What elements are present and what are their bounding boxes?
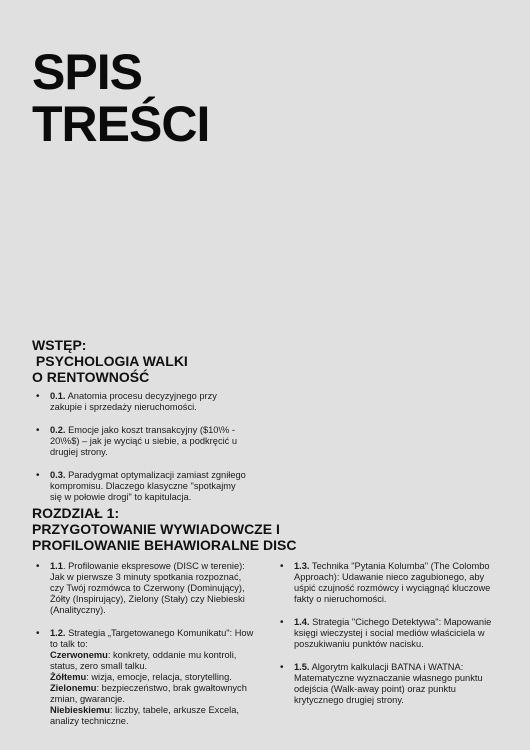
sub-item-label: Żółtemu: [50, 672, 87, 682]
item-number: 0.3.: [50, 470, 66, 480]
sub-item-text: : konkrety, oddanie mu kontroli, status, zero small talku.: [50, 650, 237, 671]
sub-item-text: : bezpieczeństwo, brak gwałtownych zmian, gwarancje.: [50, 683, 247, 704]
chapter1-heading: ROZDZIAŁ 1: PRZYGOTOWANIE WYWIADOWCZE I PROFILOWANIE BEHAWIORALNE DISC: [32, 505, 297, 553]
title-line-2: TREŚCI: [32, 96, 210, 152]
item-text: . Profilowanie ekspresowe (DISC w terenie): Jak w pierwsze 3 minuty spotkania rozpoznać, czy Twój rozmówca to Czerwony (Dominujący), Żółty (Inspirujący), Zielony (Stały) czy Niebieski (Analityczny).: [50, 561, 245, 615]
sub-item-red: [50, 650, 254, 672]
sub-item-blue: [50, 705, 254, 727]
list-item: [36, 628, 254, 727]
list-item: [280, 617, 502, 650]
item-text: Paradygmat optymalizacji zamiast zgniłego kompromisu. Dlaczego klasyczne "spotkajmy się w połowie drogi" to kapitulacja.: [50, 470, 246, 502]
sub-item-text: : liczby, tabele, arkusze Excela, analizy techniczne.: [50, 705, 239, 726]
sub-item-label: Zielonemu: [50, 683, 97, 693]
chapter1-right-list: [280, 561, 502, 706]
item-text: Emocje jako koszt transakcyjny ($10\% - 20\%$) – jak je wyciąć u siebie, a podkręcić u drugiej strony.: [50, 425, 238, 457]
item-number: 1.1: [50, 561, 63, 571]
item-text: Technika "Pytania Kolumba" (The Colombo Approach): Udawanie nieco zagubionego, aby uśpić czujność rozmówcy i wyciągnąć kluczowe fakty o nieruchomości.: [294, 561, 491, 604]
sub-item-green: [50, 683, 254, 705]
sub-item-yellow: [50, 672, 254, 683]
sub-item-label: Czerwonemu: [50, 650, 108, 660]
list-item: [36, 561, 254, 616]
item-text: Algorytm kalkulacji BATNA i WATNA: Matematyczne wyznaczanie własnego punktu odejścia (Walk-away point) oraz punktu krytycznego drugiej strony.: [294, 662, 483, 705]
item-number: 1.5.: [294, 662, 310, 672]
item-number: 0.1.: [50, 391, 66, 401]
list-item: [280, 662, 502, 706]
item-number: 1.4.: [294, 617, 310, 627]
list-item: [36, 425, 246, 458]
item-text: Anatomia procesu decyzyjnego przy zakupie i sprzedaży nieruchomości.: [50, 391, 217, 412]
item-number: 0.2.: [50, 425, 66, 435]
list-item: [36, 391, 246, 413]
item-number: 1.3.: [294, 561, 310, 571]
page-title: [32, 46, 209, 150]
title-line-1: SPIS: [32, 44, 142, 100]
item-text: Strategia „Targetowanego Komunikatu": How to talk to:: [50, 628, 254, 649]
sub-item-label: Niebieskiemu: [50, 705, 110, 715]
list-item: [36, 470, 246, 503]
intro-list: [36, 391, 246, 503]
item-number: 1.2.: [50, 628, 66, 638]
sub-item-text: : wizja, emocje, relacja, storytelling.: [86, 672, 232, 682]
item-text: Strategia "Cichego Detektywa": Mapowanie księgi wieczystej i social mediów właściciela w poszukiwaniu punktów nacisku.: [294, 617, 492, 649]
chapter1-left-list: [36, 561, 254, 727]
list-item: [280, 561, 502, 605]
intro-heading: WSTĘP: PSYCHOLOGIA WALKI O RENTOWNOŚĆ: [32, 337, 188, 385]
